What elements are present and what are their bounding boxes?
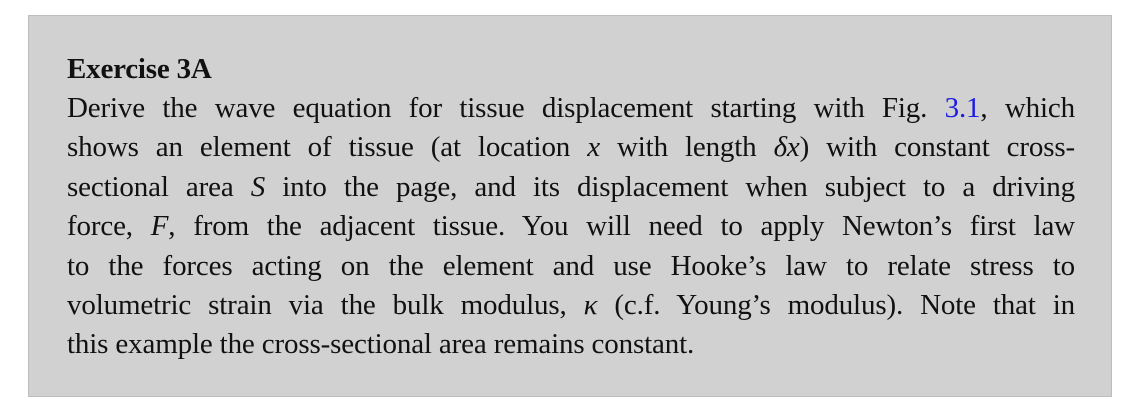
text-run: force,: [67, 210, 151, 243]
math-symbol-s: S: [250, 170, 266, 203]
exercise-line-1: [67, 89, 1075, 128]
exercise-line-7: this example the cross-sectional area remains constant.: [67, 328, 695, 361]
exercise-line-2: [67, 128, 1075, 167]
text-run: , from the adjacent tissue. You will need to apply Newton’s first law: [168, 210, 1075, 243]
figure-reference-link[interactable]: 3.1: [944, 92, 981, 124]
exercise-line-3: [67, 168, 1075, 207]
exercise-line-6: [67, 286, 1075, 325]
math-symbol-kappa: κ: [583, 288, 598, 321]
exercise-line-5: to the forces acting on the element and use Hooke’s law to relate stress to: [67, 249, 1075, 282]
exercise-box: [28, 15, 1112, 397]
text-run: ) with constant cross-: [799, 131, 1076, 164]
text-run: (c.f. Young’s modulus). Note that in: [597, 288, 1076, 321]
text-run: shows an element of tissue (at location: [67, 131, 588, 164]
exercise-line-4: [67, 207, 1075, 246]
text-run: , which: [980, 92, 1076, 124]
text-run: volumetric strain via the bulk modulus,: [67, 288, 584, 321]
exercise-title: Exercise 3A: [67, 53, 212, 85]
exercise-text: [67, 89, 1075, 365]
math-symbol-x: x: [587, 131, 600, 164]
text-run: Derive the wave equation for tissue displacement starting with Fig.: [67, 92, 945, 124]
text-run: sectional area: [67, 170, 251, 203]
text-run: into the page, and its displacement when subject to a driving: [265, 170, 1075, 203]
text-run: with length: [599, 131, 774, 164]
math-symbol-delta-x: δx: [773, 131, 800, 164]
math-symbol-f: F: [150, 210, 169, 243]
